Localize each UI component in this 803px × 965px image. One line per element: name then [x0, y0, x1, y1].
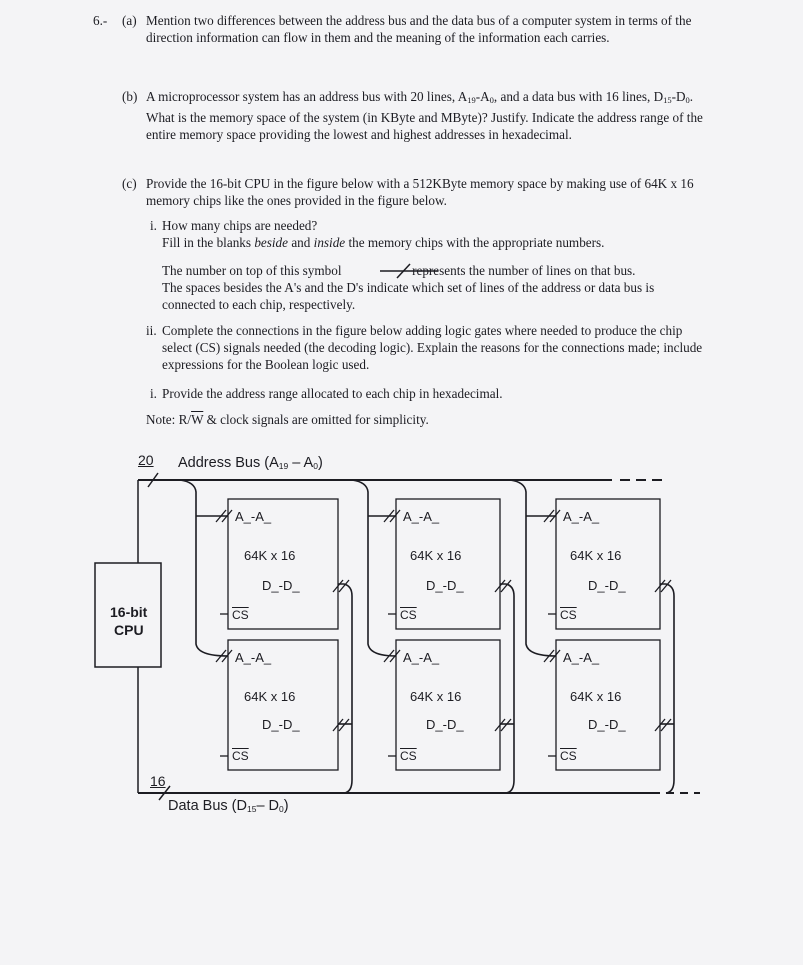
chip-3-cs-label: $\overline{CS}$: [560, 608, 577, 622]
address-bus-label: Address Bus $(A_{19} - A_0)$: [178, 455, 323, 471]
question-number: 6.-: [93, 13, 108, 28]
chip-1-addr-label: A_-A_: [235, 509, 272, 524]
part-ci-label: i.: [150, 218, 157, 233]
part-b-text: A microprocessor system has an address bus with 20 lines, $A_{19}-A_0$, and a data bus with 16 lines, $D_{15}-D_0$. What is the memory space of the system (in KByte and MByte)? Justify. Indicate the address range of the entire memory space providing the lowest and highest addresses in hexadecimal.: [146, 89, 703, 142]
chip-3-size: 64K x 16: [570, 548, 622, 563]
chip-1-size: 64K x 16: [244, 548, 296, 563]
chip-2-size: 64K x 16: [410, 548, 462, 563]
data-bus-count: 16: [150, 773, 166, 789]
cpu-label-line2: CPU: [114, 622, 144, 638]
part-cii-label: ii.: [146, 323, 157, 338]
chip-2-data-label: D_-D_: [426, 578, 464, 593]
chip-4-data-label: D_-D_: [262, 717, 300, 732]
part-a-text: Mention two differences between the address bus and the data bus of a computer system in terms of the direction information can flow in them and the meaning of the information each carries.: [146, 13, 692, 45]
chip-6-data-label: D_-D_: [588, 717, 626, 732]
part-ci-symbol-line: The number on top of this symbol represents the number of lines on that bus.: [162, 263, 636, 278]
note-text: Note: $R/\overline{W}$ & clock signals are omitted for simplicity.: [146, 412, 429, 427]
chip-2-cs-label: $\overline{CS}$: [400, 608, 417, 622]
chip-4-addr-label: A_-A_: [235, 650, 272, 665]
chip-3-data-label: D_-D_: [588, 578, 626, 593]
address-bus-count: 20: [138, 452, 154, 468]
chip-4-cs-label: $\overline{CS}$: [232, 749, 249, 763]
chip-3-addr-label: A_-A_: [563, 509, 600, 524]
chip-4-size: 64K x 16: [244, 689, 296, 704]
chip-5-data-label: D_-D_: [426, 717, 464, 732]
part-ci-fill: Fill in the blanks beside and inside the memory chips with the appropriate numbers.: [162, 235, 605, 250]
chip-5-cs-label: $\overline{CS}$: [400, 749, 417, 763]
chip-6-size: 64K x 16: [570, 689, 622, 704]
chip-5-size: 64K x 16: [410, 689, 462, 704]
part-c-label: (c): [122, 176, 137, 191]
part-a-label: (a): [122, 13, 137, 28]
chip-6-addr-label: A_-A_: [563, 650, 600, 665]
part-ciii-text: Provide the address range allocated to each chip in hexadecimal.: [162, 386, 503, 401]
chip-6-cs-label: $\overline{CS}$: [560, 749, 577, 763]
part-cii-text: Complete the connections in the figure below adding logic gates where needed to produce the chip select (CS) signals needed (the decoding logic). Explain the reasons for the connections made; include expressions for the Boolean logic used.: [162, 323, 703, 372]
chip-2-addr-label: A_-A_: [403, 509, 440, 524]
data-bus-label: Data Bus ($D_{15}-$ $D_0$): [168, 798, 289, 814]
bus-symbol-icon: [380, 264, 438, 278]
part-ci-text: How many chips are needed?: [162, 218, 318, 233]
chip-5-addr-label: A_-A_: [403, 650, 440, 665]
part-ci-spaces-text: The spaces besides the A's and the D's indicate which set of lines of the address or data bus is connected to each chip, respectively.: [162, 280, 655, 312]
part-c-text: Provide the 16-bit CPU in the figure below with a 512KByte memory space by making use of 64K x 16 memory chips like the ones provided in the figure below.: [146, 176, 694, 208]
chip-1-cs-label: $\overline{CS}$: [232, 608, 249, 622]
chip-1-data-label: D_-D_: [262, 578, 300, 593]
cpu-label-line1: 16-bit: [110, 604, 148, 620]
part-b-label: (b): [122, 89, 138, 104]
part-ciii-label: i.: [150, 386, 157, 401]
